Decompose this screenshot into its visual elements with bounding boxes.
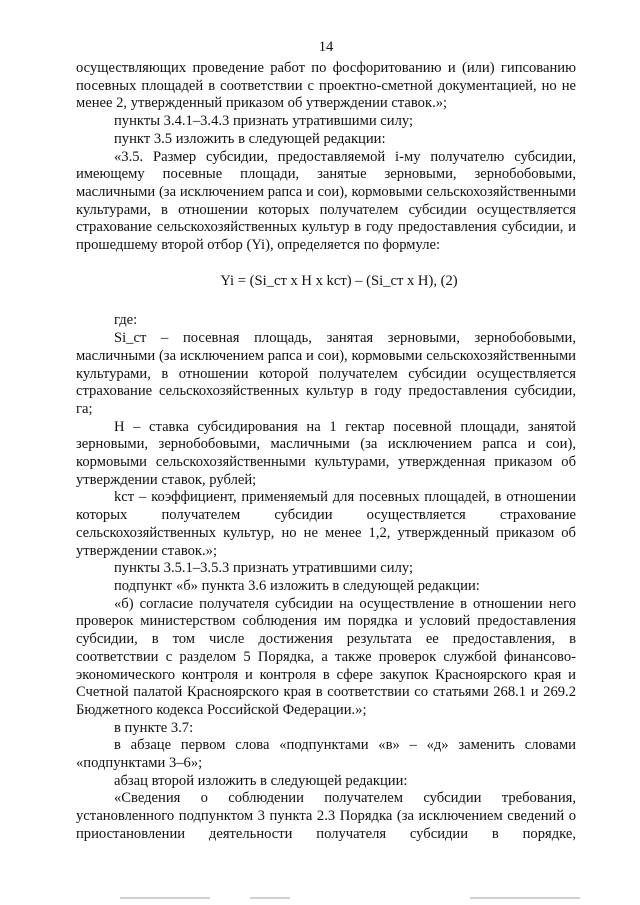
paragraph-item-3-7-second-text: «Сведения о соблюдении получателем субсидии требования, установленного подпунктом 3 пункта 2.3 Порядка (за исключением сведений о приостановлении деятельности получателя субсидии в порядке, [76,790,576,842]
scan-edge-artifact [0,897,640,901]
definition-h: Н – ставка субсидирования на 1 гектар посевной площади, занятой зерновыми, зернобобовыми, масличными (за исключением рапса и сои), кормовыми сельскохозяйственными культурами, утвержденная приказом об утверждении ставок, рублей; [76,418,576,488]
formula: Yi = (Si_ст х Н х kст) – (Si_ст х Н), (2) [220,272,458,289]
document-body [76,60,576,844]
paragraph-item-3-5-intro: пункт 3.5 изложить в следующей редакции: [114,130,386,147]
paragraph-where: где: [114,312,138,329]
paragraph-items-3-4-repealed: пункты 3.4.1–3.4.3 признать утратившими силу; [114,113,414,130]
paragraph-continuation: осуществляющих проведение работ по фосфоритованию и (или) гипсованию посевных площадей в соответствии с проектно-сметной документацией, но не менее 2, утвержденный приказом об утверждении ставок.»; [76,60,576,112]
paragraph-subitem-b-intro: подпункт «б» пункта 3.6 изложить в следующей редакции: [114,577,480,594]
paragraph-subitem-b-text: «б) согласие получателя субсидии на осуществление в отношении него проверок министерством соблюдения им порядка и условий предоставления субсидии, в том числе достижения результата ее предоставления, в соответствии с разделом 5 Порядка, а также проверок службой финансово-экономического контроля и контроля в сфере закупок Красноярского края и Счетной палатой Красноярского края в соответствии со статьями 268.1 и 269.2 Бюджетного кодекса Российской Федерации.»; [76,595,576,718]
paragraph-item-3-7-first: в абзаце первом слова «подпунктами «в» – «д» заменить словами «подпунктами 3–6»; [76,737,576,772]
paragraph-items-3-5-repealed: пункты 3.5.1–3.5.3 признать утратившими силу; [114,560,414,577]
page-number: 14 [318,39,334,55]
paragraph-item-3-5-text: «3.5. Размер субсидии, предоставляемой i-му получателю субсидии, имеющему посевные площади, занятые зерновыми, зернобобовыми, масличными (за исключением рапса и сои), кормовыми сельскохозяйственными культурами, в отношении которых получателем субсидии осуществляется страхование сельскохозяйственных культур в году предоставления субсидии, и прошедшему второй отбор (Yi), определяется по формуле: [76,148,576,254]
definition-kst: kст – коэффициент, применяемый для посевных площадей, в отношении которых получателем субсидии осуществляется страхование сельскохозяйственных культур, но не менее 1,2, утвержденный приказом об утверждении ставок.»; [76,489,576,559]
paragraph-item-3-7-second-intro: абзац второй изложить в следующей редакции: [114,772,408,789]
paragraph-item-3-7: в пункте 3.7: [114,719,194,736]
definition-si-st: Si_ст – посевная площадь, занятая зерновыми, зернобобовыми, масличными (за исключением рапса и сои), кормовыми сельскохозяйственными культурами, в отношении которой получателем субсидии осуществляется страхование сельскохозяйственных культур в году предоставления субсидии, га; [76,330,576,417]
